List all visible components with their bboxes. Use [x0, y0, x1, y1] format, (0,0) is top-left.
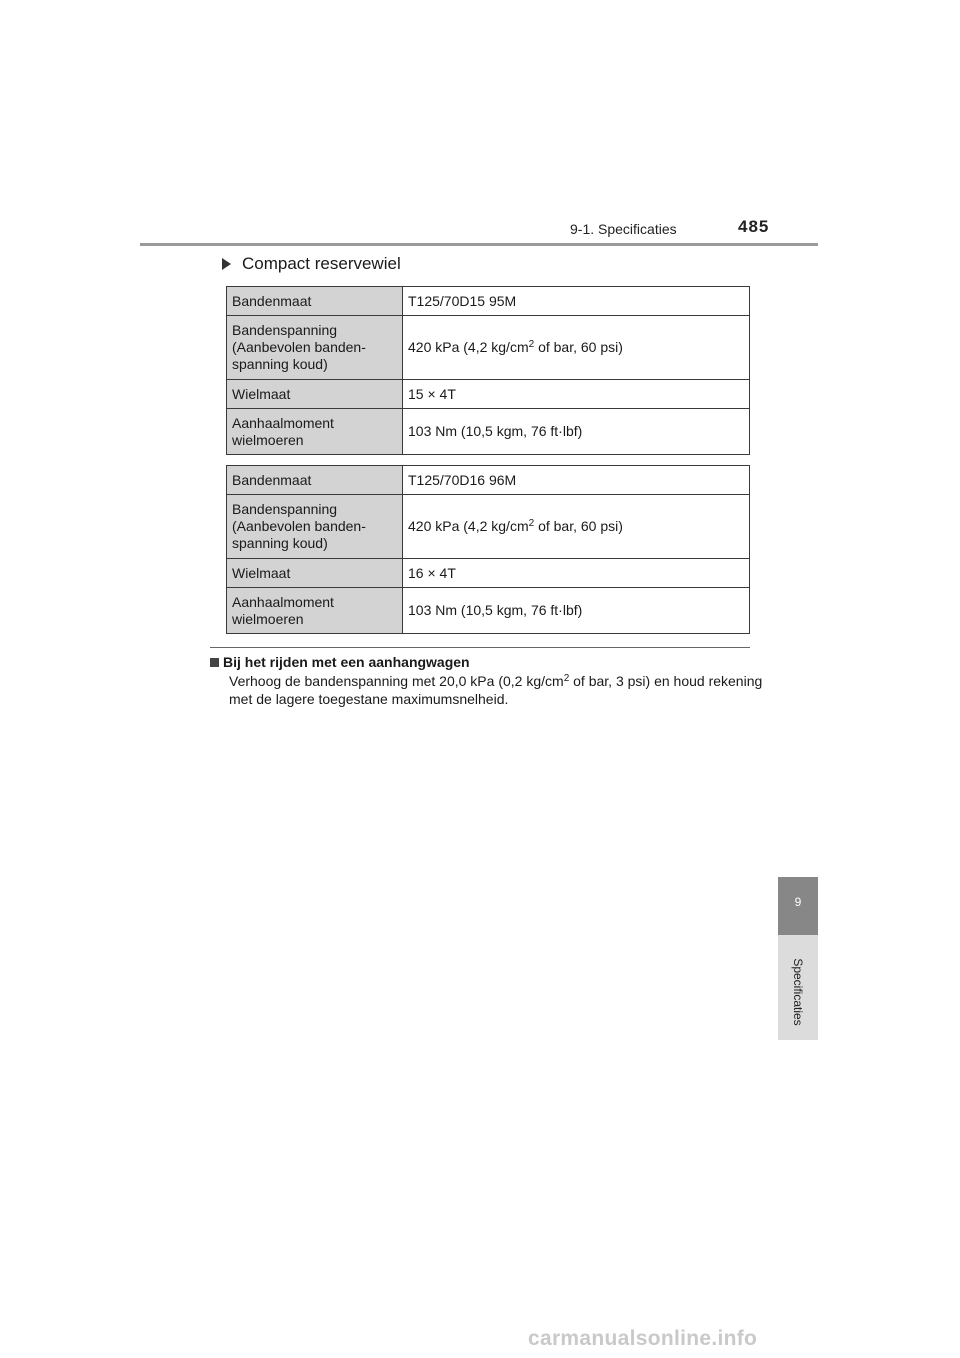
note-body — [229, 672, 769, 708]
row-label — [227, 588, 403, 634]
table-row — [227, 380, 750, 409]
row-value — [403, 495, 750, 559]
value-text: 420 kPa (4,2 kg/cm — [408, 339, 529, 355]
row-value: 16 × 4T — [403, 559, 750, 588]
header-divider — [140, 243, 818, 246]
spec-table-16 — [226, 465, 750, 634]
table-row — [227, 409, 750, 455]
note-body-text: of bar, 3 psi) en houd rekening met de lagere toegestane maximumsnelheid. — [229, 673, 763, 707]
row-value: T125/70D15 95M — [403, 287, 750, 316]
row-label — [227, 316, 403, 380]
table-row — [227, 495, 750, 559]
row-value: 103 Nm (10,5 kgm, 76 ft·lbf) — [403, 409, 750, 455]
note-body-text: Verhoog de bandenspanning met 20,0 kPa (0,2 kg/cm — [229, 673, 564, 689]
superscript: 2 — [528, 339, 535, 350]
label-line: (Aanbevolen banden- — [232, 518, 366, 534]
square-bullet-icon — [210, 658, 219, 667]
row-label: Wielmaat — [227, 559, 403, 588]
superscript: 2 — [563, 673, 570, 684]
superscript: 2 — [528, 518, 535, 529]
watermark: carmanualsonline.info — [528, 1327, 758, 1350]
table-row — [227, 287, 750, 316]
chapter-label — [790, 942, 806, 1042]
row-value: 15 × 4T — [403, 380, 750, 409]
page-number: 485 — [738, 217, 770, 236]
label-line: Bandenspanning — [232, 501, 338, 517]
note-divider — [210, 647, 750, 648]
note-heading-text: Bij het rijden met een aanhangwagen — [223, 654, 470, 670]
label-line: spanning koud) — [232, 535, 328, 551]
label-line: spanning koud) — [232, 356, 328, 372]
row-value: T125/70D16 96M — [403, 466, 750, 495]
note-heading — [210, 654, 470, 670]
row-label: Bandenmaat — [227, 466, 403, 495]
value-text: of bar, 60 psi) — [534, 339, 623, 355]
section-title: 9-1. Specificaties — [570, 221, 677, 237]
table-row — [227, 588, 750, 634]
table-row — [227, 316, 750, 380]
label-line: Bandenspanning — [232, 322, 338, 338]
table-row — [227, 559, 750, 588]
spec-table-15 — [226, 286, 750, 455]
subheading — [222, 254, 401, 274]
row-value — [403, 316, 750, 380]
table-row — [227, 466, 750, 495]
row-value: 103 Nm (10,5 kgm, 76 ft·lbf) — [403, 588, 750, 634]
row-label: Wielmaat — [227, 380, 403, 409]
row-label — [227, 495, 403, 559]
subheading-text: Compact reservewiel — [242, 254, 401, 273]
value-text: 420 kPa (4,2 kg/cm — [408, 518, 529, 534]
label-line: wielmoeren — [232, 610, 304, 627]
label-line: (Aanbevolen banden- — [232, 339, 366, 355]
label-line: Aanhaalmoment — [232, 414, 334, 431]
row-label — [227, 409, 403, 455]
chapter-label-text: Specificaties — [791, 958, 805, 1026]
value-text: of bar, 60 psi) — [534, 518, 623, 534]
label-line: wielmoeren — [232, 431, 304, 448]
row-label: Bandenmaat — [227, 287, 403, 316]
chapter-tab: 9 — [778, 877, 818, 935]
triangle-bullet-icon — [222, 258, 231, 270]
label-line: Aanhaalmoment — [232, 593, 334, 610]
